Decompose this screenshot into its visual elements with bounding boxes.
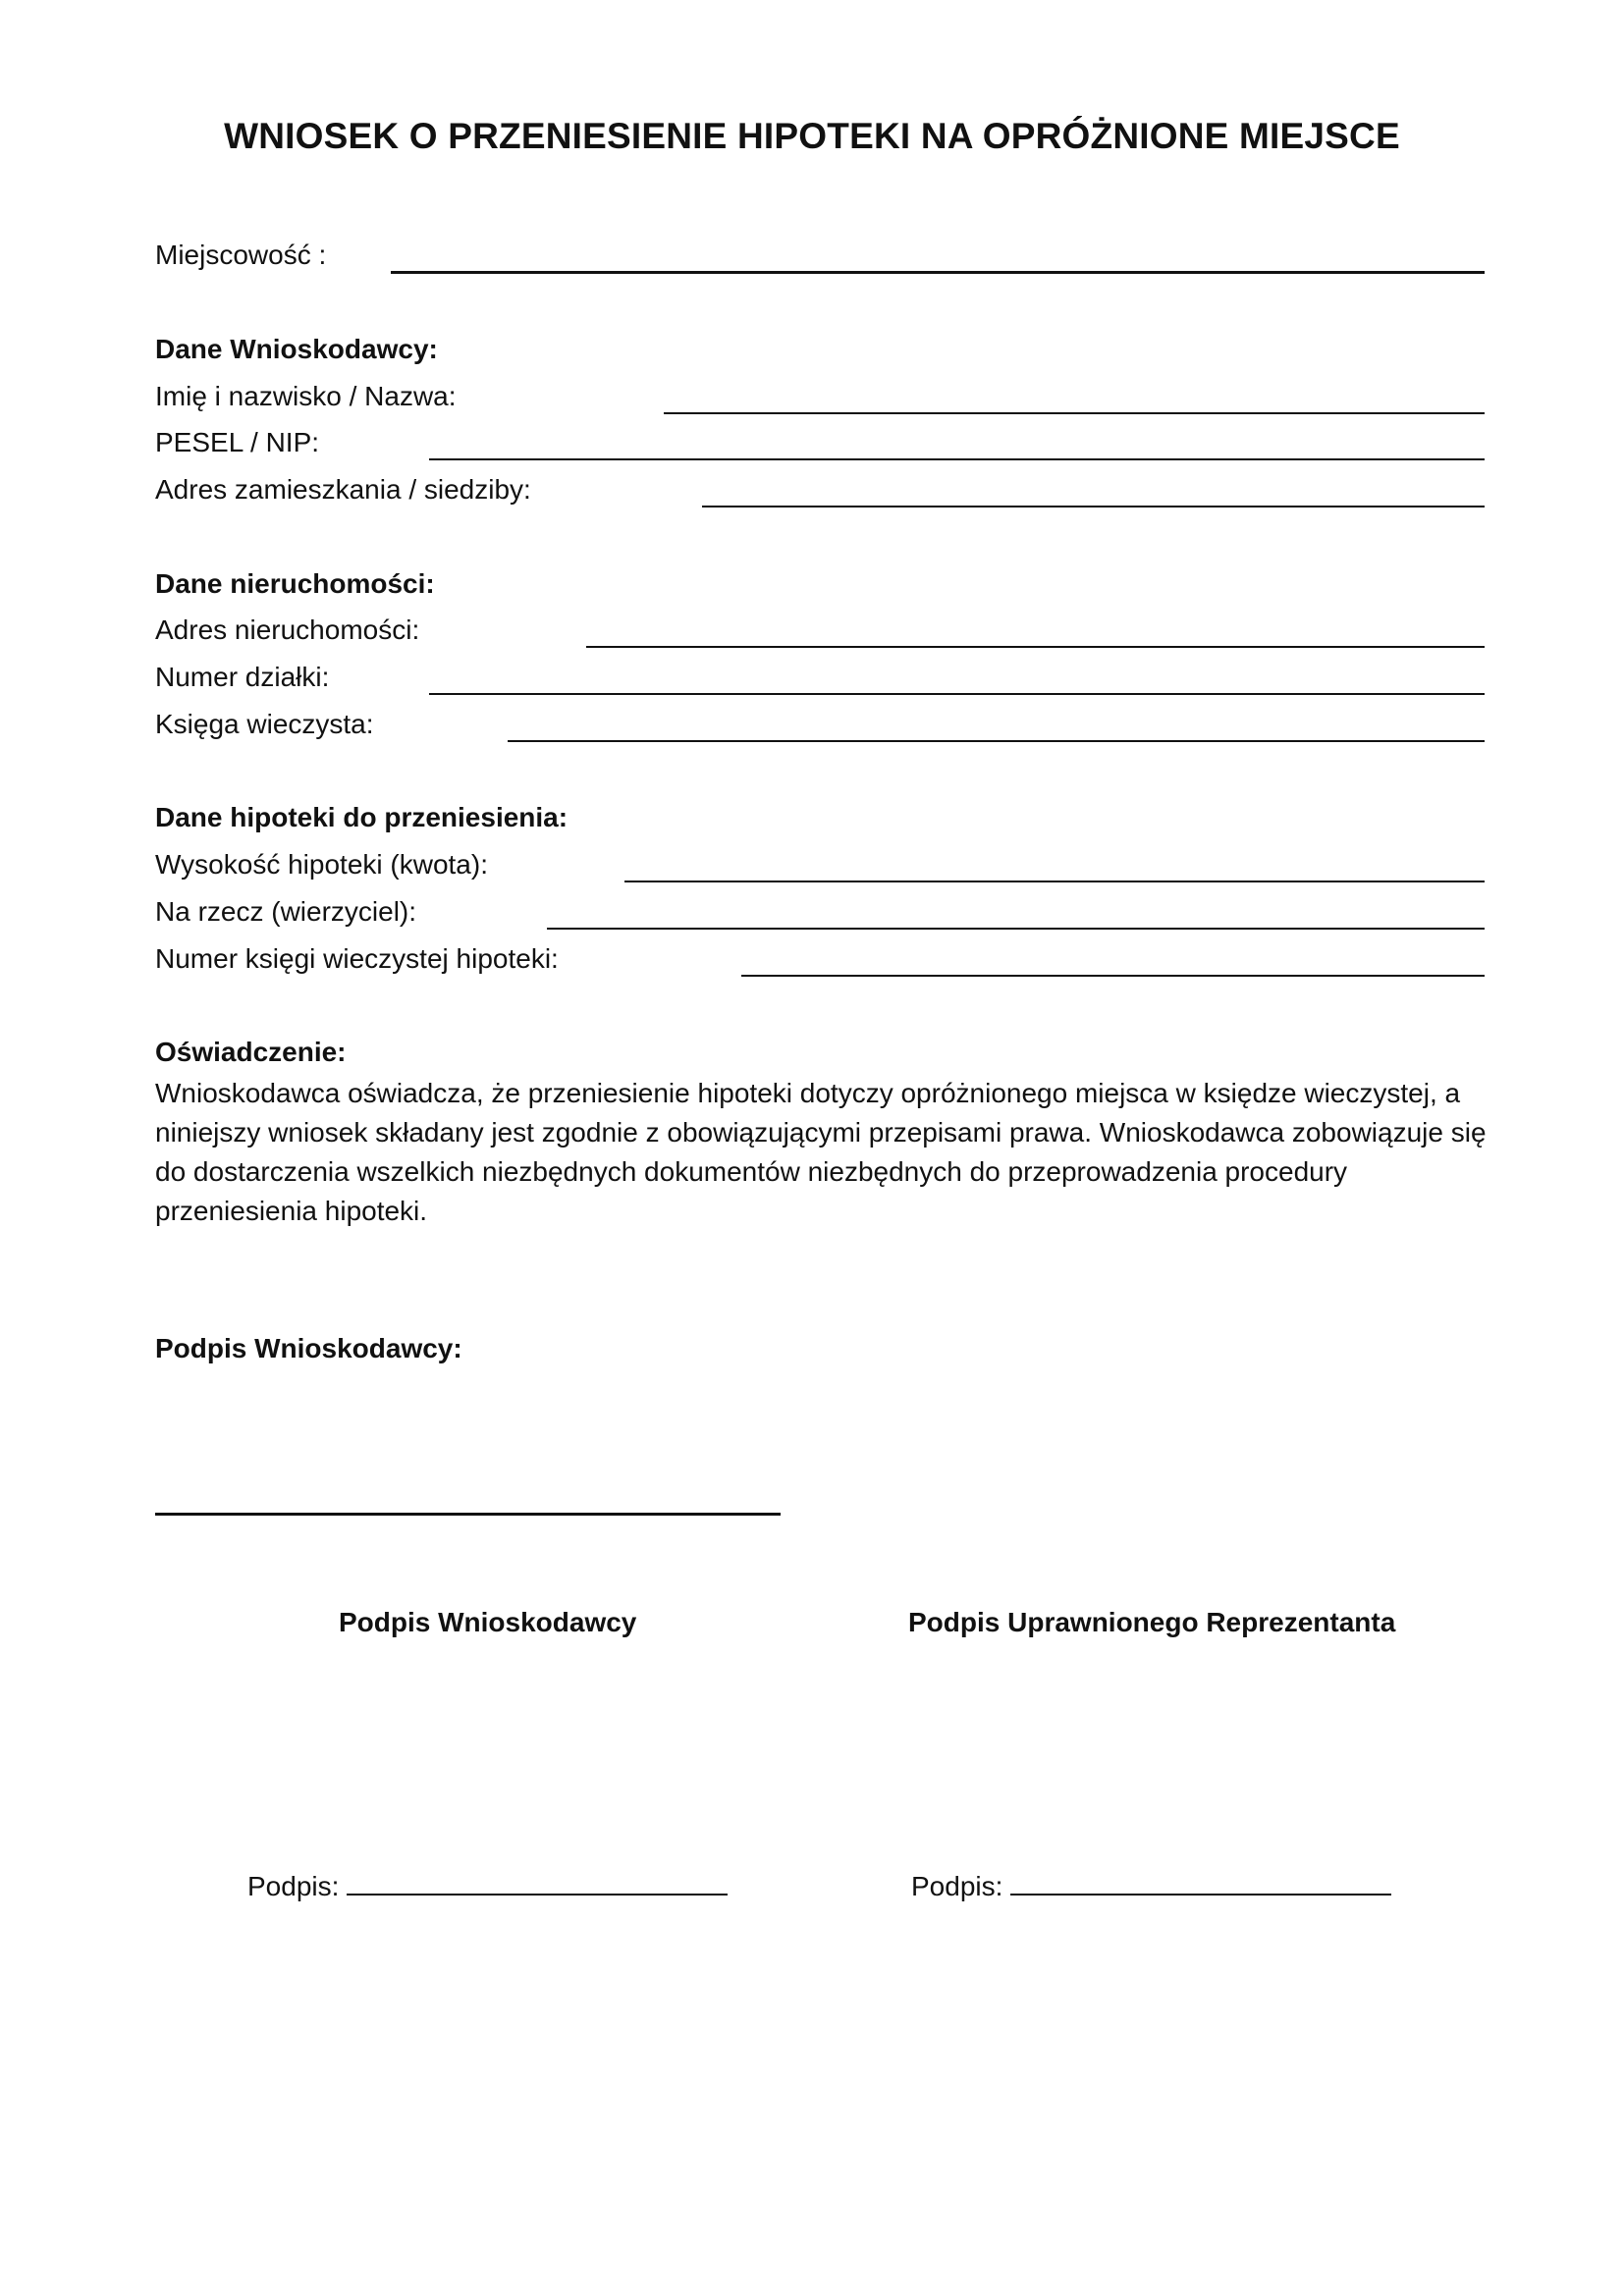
- property-land-register-label: Księga wieczysta:: [155, 709, 374, 739]
- signature-heading: Podpis Wnioskodawcy:: [155, 1333, 462, 1363]
- right-signature-label: Podpis:: [911, 1871, 1003, 1901]
- mortgage-creditor-label: Na rzecz (wierzyciel):: [155, 896, 417, 927]
- place-field[interactable]: [391, 271, 1485, 274]
- mortgage-creditor-field[interactable]: [547, 928, 1485, 930]
- property-address-label: Adres nieruchomości:: [155, 614, 420, 645]
- applicant-name-label: Imię i nazwisko / Nazwa:: [155, 381, 457, 411]
- mortgage-register-number-label: Numer księgi wieczystej hipoteki:: [155, 943, 559, 974]
- left-signature-label: Podpis:: [247, 1871, 340, 1901]
- mortgage-amount-label: Wysokość hipoteki (kwota):: [155, 849, 488, 880]
- property-address-field[interactable]: [586, 646, 1485, 648]
- applicant-address-label: Adres zamieszkania / siedziby:: [155, 474, 531, 505]
- property-heading: Dane nieruchomości:: [155, 568, 435, 599]
- applicant-pesel-label: PESEL / NIP:: [155, 427, 320, 457]
- place-label: Miejscowość :: [155, 240, 327, 270]
- applicant-heading: Dane Wnioskodawcy:: [155, 334, 438, 364]
- statement-heading: Oświadczenie:: [155, 1037, 347, 1067]
- document-title: WNIOSEK O PRZENIESIENIE HIPOTEKI NA OPRÓŻNIONE MIEJSCE: [224, 116, 1400, 156]
- mortgage-heading: Dane hipoteki do przeniesienia:: [155, 802, 568, 832]
- mortgage-amount-field[interactable]: [624, 881, 1485, 882]
- applicant-signature-caption: Podpis Wnioskodawcy: [339, 1607, 637, 1637]
- left-signature-blank[interactable]: [347, 1894, 728, 1896]
- property-land-register-field[interactable]: [508, 740, 1485, 742]
- mortgage-register-number-field[interactable]: [741, 975, 1485, 977]
- left-signature-field: [247, 1871, 728, 1902]
- property-plot-field[interactable]: [429, 693, 1485, 695]
- statement-text: Wnioskodawca oświadcza, że przeniesienie hipoteki dotyczy opróżnionego miejsca w księdze wieczystej, a niniejszy wniosek składany jest zgodnie z obowiązującymi przepisami prawa. Wnioskodawca zobowiązuje się do dostarczenia wszelkich niezbędnych dokumentów niezbędnych do przeprowadzenia procedury przeniesienia hipoteki.: [155, 1078, 1487, 1226]
- right-signature-field: [911, 1871, 1391, 1902]
- applicant-address-field[interactable]: [702, 506, 1485, 507]
- representative-signature-caption: Podpis Uprawnionego Reprezentanta: [908, 1607, 1396, 1637]
- applicant-signature-line[interactable]: [155, 1513, 781, 1516]
- property-plot-label: Numer działki:: [155, 662, 330, 692]
- applicant-name-field[interactable]: [664, 412, 1485, 414]
- right-signature-blank[interactable]: [1010, 1894, 1391, 1896]
- applicant-pesel-field[interactable]: [429, 458, 1485, 460]
